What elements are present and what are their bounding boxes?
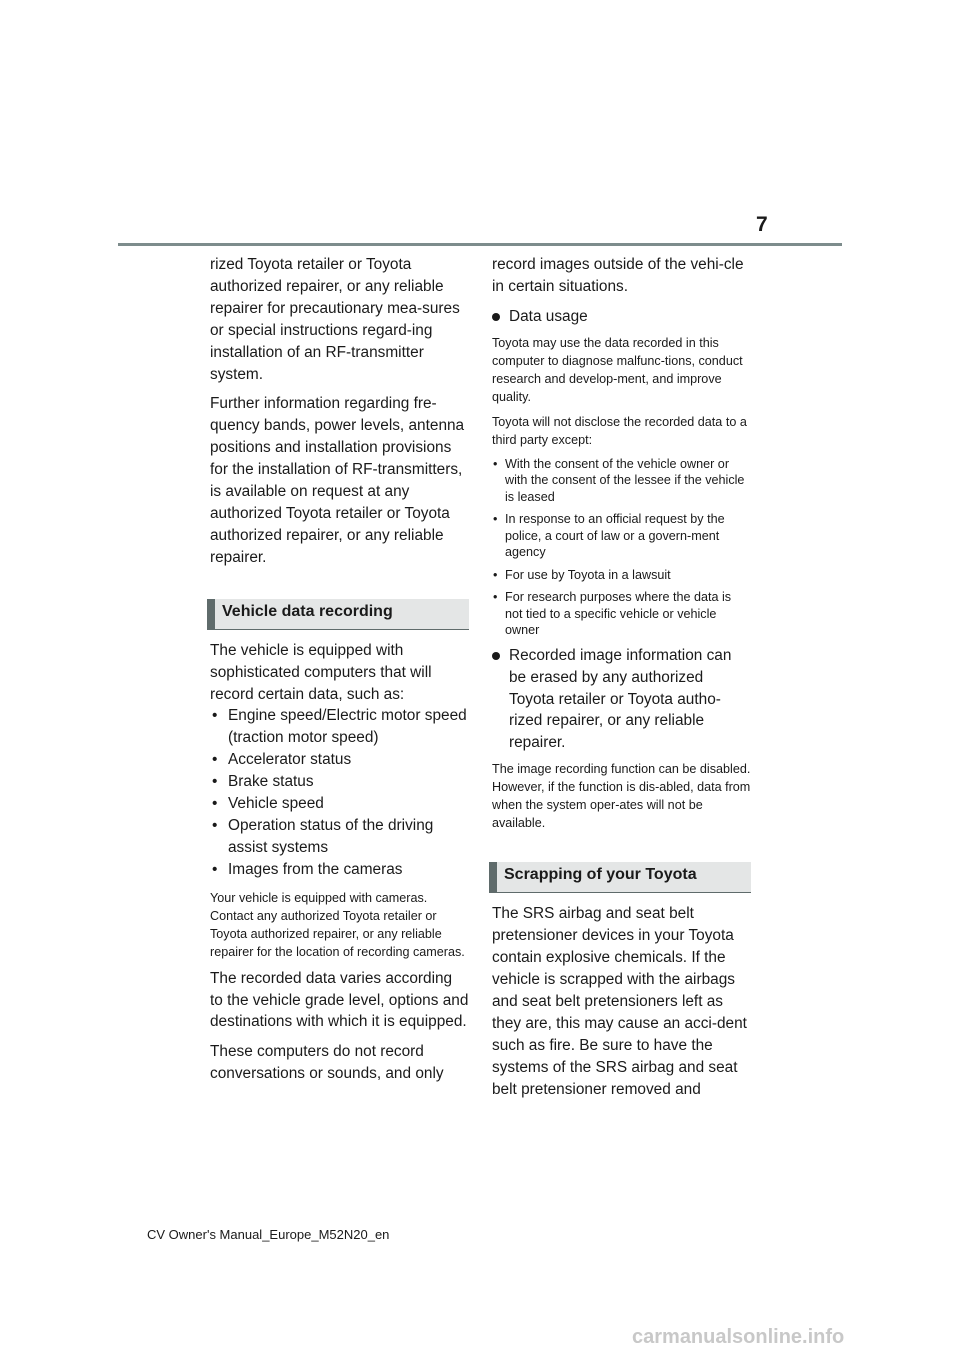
varies-paragraph: The recorded data varies according to the vehicle grade level, options and destinations with which it is equipped. xyxy=(210,969,469,1031)
right-column xyxy=(489,254,751,1108)
recorded-data-list xyxy=(207,705,469,880)
section-title-scrapping: Scrapping of your Toyota xyxy=(489,862,751,893)
disclosure-exceptions-list xyxy=(489,456,751,639)
left-column xyxy=(207,254,469,1093)
intro-paragraph: The vehicle is equipped with sophisticated computers that will record certain data, such as: xyxy=(210,641,432,703)
cameras-note: Your vehicle is equipped with cameras. Contact any authorized Toyota retailer or Toyota authorized repairer, or any reliable repairer for the location of recording cameras. xyxy=(210,890,465,959)
list-item: • For research purposes where the data is not tied to a specific vehicle or vehicle owner xyxy=(489,589,751,639)
list-item: • Vehicle speed xyxy=(207,793,469,815)
scrapping-paragraph: The SRS airbag and seat belt pretensioner devices in your Toyota contain explosive chemicals. If the vehicle is scrapped with the airbags and seat belt pretensioners left as they are, this may cause an acci-dent such as fire. Be sure to have the systems of the SRS airbag and seat belt pretensioner removed and xyxy=(492,905,747,1098)
erase-paragraph: The image recording function can be disabled. However, if the function is dis-abled, data from when the system oper-ates will not be available. xyxy=(492,762,751,831)
list-item: • In response to an official request by the police, a court of law or a govern-ment agency xyxy=(489,511,751,561)
data-usage-heading xyxy=(489,306,751,328)
list-item: • Operation status of the driving assist systems xyxy=(207,815,469,859)
bullet-dot-icon xyxy=(492,313,500,321)
disclosure-paragraph: Toyota will not disclose the recorded data to a third party except: xyxy=(492,414,747,447)
page-number: 7 xyxy=(756,213,768,236)
list-item: • Images from the cameras xyxy=(207,859,469,881)
no-record-paragraph: These computers do not record conversations or sounds, and only xyxy=(210,1043,444,1083)
data-usage-paragraph: Toyota may use the data recorded in this computer to diagnose malfunc-tions, conduct research and develop-ment, and improve quality. xyxy=(492,335,743,404)
list-item: • For use by Toyota in a lawsuit xyxy=(489,567,751,584)
continuation-paragraph: record images outside of the vehi-cle in certain situations. xyxy=(492,256,744,295)
erase-heading xyxy=(489,645,751,755)
list-item: • With the consent of the vehicle owner or with the consent of the lessee if the vehicle is leased xyxy=(489,456,751,506)
list-item: • Engine speed/Electric motor speed (traction motor speed) xyxy=(207,705,469,749)
erase-heading-text: Recorded image information can be erased by any authorized Toyota retailer or Toyota autho-rized repairer, or any reliable repairer. xyxy=(509,646,732,752)
list-item: • Accelerator status xyxy=(207,749,469,771)
continuation-paragraph: rized Toyota retailer or Toyota authorized repairer, or any reliable repairer for precautionary mea-sures or special instructions regard-ing installation of an RF-transmitter system. xyxy=(210,256,460,383)
bullet-dot-icon xyxy=(492,652,500,660)
watermark: carmanualsonline.info xyxy=(632,1326,845,1348)
list-item: • Brake status xyxy=(207,771,469,793)
data-usage-heading-text: Data usage xyxy=(509,307,588,325)
footer-manual-id: CV Owner's Manual_Europe_M52N20_en xyxy=(147,1227,390,1242)
further-info-paragraph: Further information regarding fre-quency bands, power levels, antenna positions and installation provisions for the installation of RF-transmitters, is available on request at any authorized Toyota retailer or Toyota authorized repairer, or any reliable repairer. xyxy=(210,395,465,566)
section-title-vehicle-data-recording: Vehicle data recording xyxy=(207,599,469,630)
header-rule xyxy=(118,243,842,246)
